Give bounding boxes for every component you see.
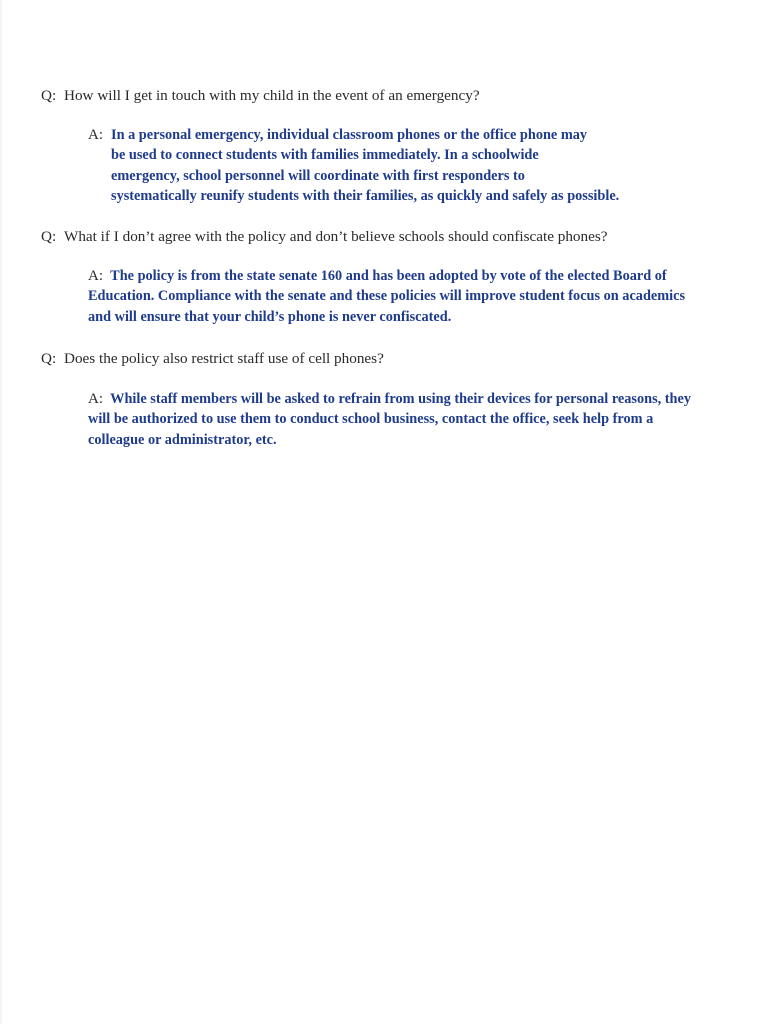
faq-question-3 [41,350,384,368]
scan-edge [0,0,3,1024]
faq-answer-2 [88,266,685,327]
faq-answer-1 [88,125,620,206]
question-prefix: Q: [41,228,57,245]
answer-line: systematically reunify students with their families, as quickly and safely as possible. [111,187,620,204]
answer-prefix: A: [88,127,103,143]
answer-prefix: A: [88,268,103,284]
faq-answer-3 [88,389,691,450]
question-text: How will I get in touch with my child in the event of an emergency? [64,87,480,104]
answer-line-text: The policy is from the state senate 160 and has been adopted by vote of the elected Board of [110,268,667,284]
answer-line: Education. Compliance with the senate and these policies will improve student focus on academics [88,288,686,305]
question-prefix: Q: [41,87,57,104]
answer-line: colleague or administrator, etc. [88,431,277,448]
answer-text [88,389,691,450]
answer-line: be used to connect students with families immediately. In a schoolwide [111,147,539,164]
answer-line: and will ensure that your child’s phone is never confiscated. [88,308,452,325]
question-text: Does the policy also restrict staff use of cell phones? [64,350,384,367]
answer-line [88,266,685,286]
answer-line: emergency, school personnel will coordinate with first responders to [111,167,525,184]
faq-question-2 [41,228,608,246]
answer-line-text: While staff members will be asked to refrain from using their devices for personal reasons, they [110,391,691,407]
answer-prefix: A: [88,391,103,407]
faq-question-1 [41,87,480,105]
question-prefix: Q: [41,350,57,367]
answer-text [111,125,619,206]
answer-line: will be authorized to use them to conduct school business, contact the office, seek help from a [88,411,654,428]
question-text: What if I don’t agree with the policy and don’t believe schools should confiscate phones? [64,228,608,245]
answer-text [88,266,685,327]
answer-line [88,389,691,409]
answer-line: In a personal emergency, individual classroom phones or the office phone may [111,127,588,143]
